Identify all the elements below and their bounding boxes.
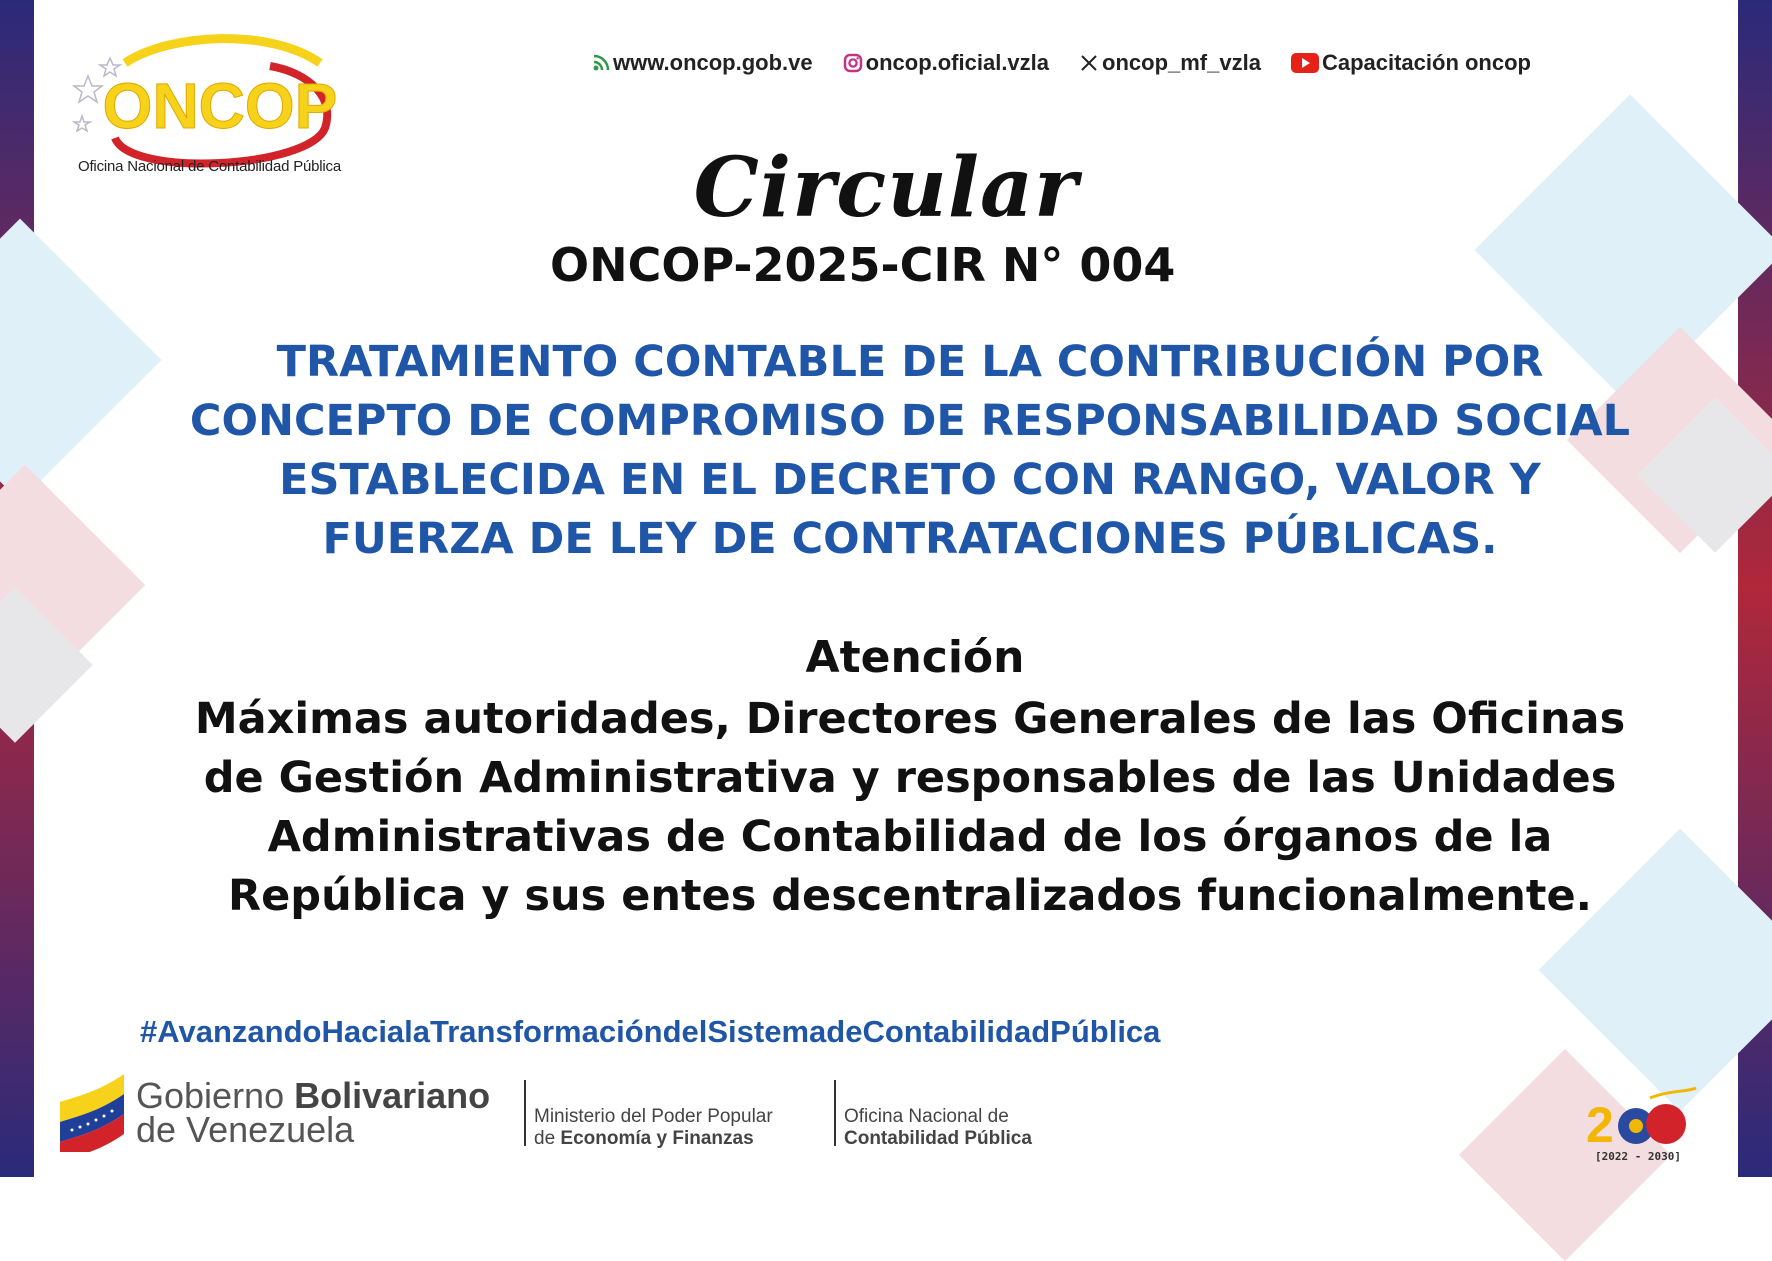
ministry-line1: Ministerio del Poder Popular xyxy=(534,1106,773,1127)
social-youtube[interactable] xyxy=(1291,50,1531,76)
rss-icon xyxy=(592,54,610,72)
office-line1: Oficina Nacional de xyxy=(844,1106,1009,1127)
social-instagram[interactable] xyxy=(843,50,1049,76)
social-youtube-label: Capacitación oncop xyxy=(1321,50,1531,75)
svg-text:2: 2 xyxy=(1586,1097,1614,1153)
attention-heading: Atención xyxy=(805,632,1025,683)
hashtag: #AvanzandoHacialaTransformacióndelSistemadeContabilidadPública xyxy=(140,1014,1161,1049)
gobierno-line2: de Venezuela xyxy=(136,1109,355,1150)
social-links xyxy=(592,50,1531,76)
document-title: Circular xyxy=(693,140,1079,236)
document-subject: TRATAMIENTO CONTABLE DE LA CONTRIBUCIÓN POR CONCEPTO DE COMPROMISO DE RESPONSABILIDAD SOCIAL ESTABLECIDA EN EL DECRETO CON RANGO, VALOR Y FUERZA DE LEY DE CONTRATACIONES PÚBLICAS. xyxy=(189,337,1631,564)
ministry-line2-bold: Economía y Finanzas xyxy=(560,1128,754,1149)
ministry-line2-prefix: de xyxy=(534,1128,561,1149)
x-icon xyxy=(1079,53,1099,73)
youtube-icon xyxy=(1291,53,1319,73)
ministry-line2 xyxy=(534,1128,754,1150)
gobierno-line1-bold: Bolivariano xyxy=(294,1075,491,1116)
decor-diamond xyxy=(0,219,161,502)
social-instagram-label: oncop.oficial.vzla xyxy=(865,50,1050,75)
office-line2: Contabilidad Pública xyxy=(844,1128,1032,1149)
footer-divider xyxy=(834,1080,836,1146)
social-website-label: www.oncop.gob.ve xyxy=(613,50,813,75)
logo-caption: Oficina Nacional de Contabilidad Pública xyxy=(78,158,341,175)
gobierno-line1-normal: Gobierno xyxy=(136,1075,295,1116)
venezuela-flag-icon xyxy=(58,1072,128,1152)
logo-text: ONCOP xyxy=(102,70,338,142)
attention-body: Máximas autoridades, Directores Generales de las Oficinas de Gestión Administrativa y responsables de las Unidades Administrativas de Contabilidad de los órganos de la República y sus entes descentralizados funcionalmente. xyxy=(194,694,1626,921)
instagram-icon xyxy=(843,53,863,73)
document-code: ONCOP-2025-CIR N° 004 xyxy=(550,238,1176,292)
badge-years: [2022 - 2030] xyxy=(1594,1150,1682,1163)
social-x[interactable] xyxy=(1079,50,1261,76)
footer-divider xyxy=(524,1080,526,1146)
social-website[interactable] xyxy=(592,50,813,76)
social-x-label: oncop_mf_vzla xyxy=(1102,50,1261,75)
